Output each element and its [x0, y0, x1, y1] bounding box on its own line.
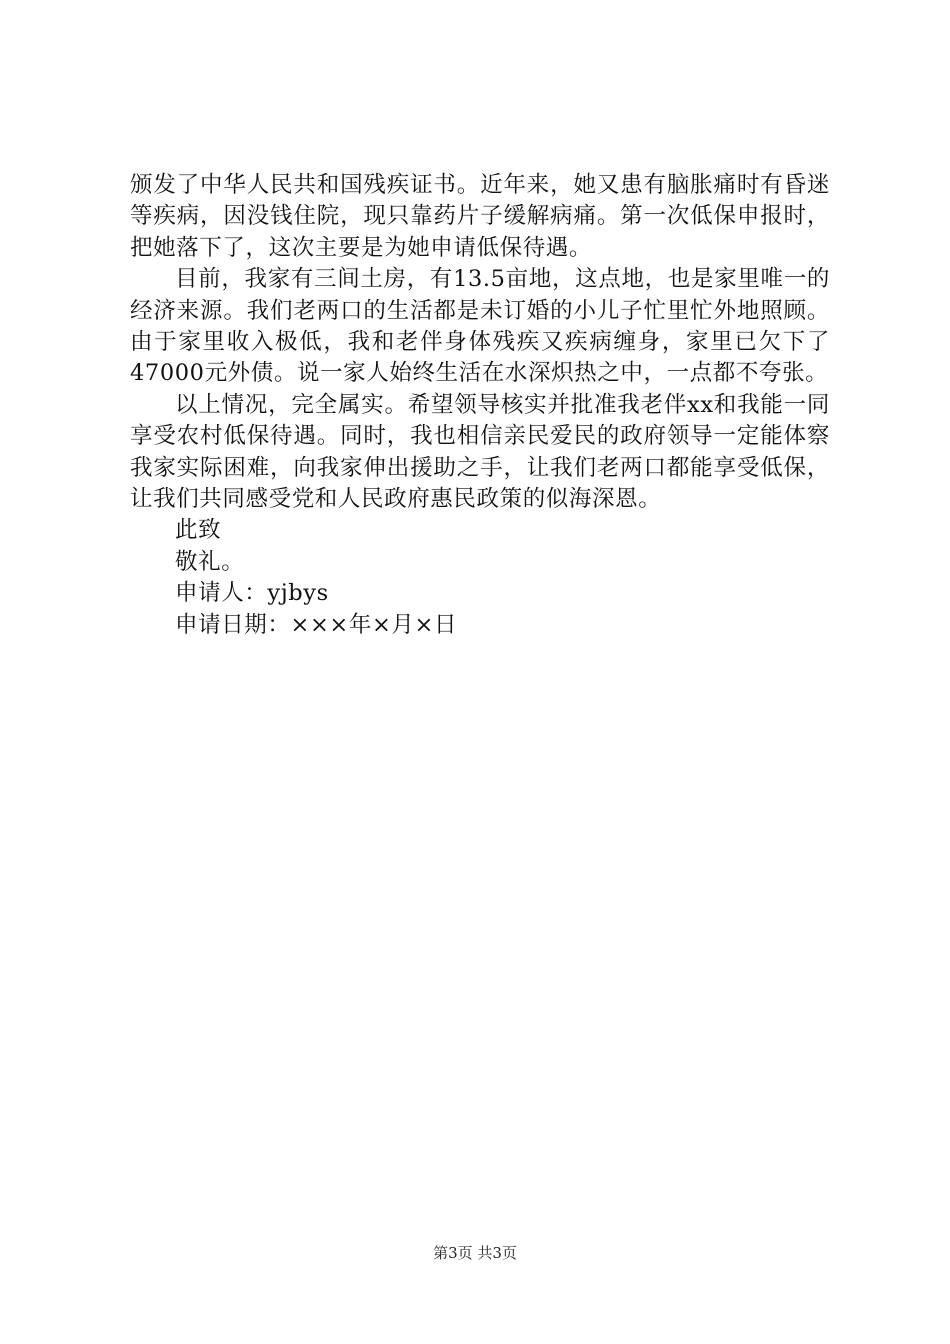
paragraph-continued: 颁发了中华人民共和国残疾证书。近年来，她又患有脑胀痛时有昏迷等疾病，因没钱住院，现只靠药片子缓解病痛。第一次低保申报时，把她落下了，这次主要是为她申请低保待遇。 — [130, 172, 830, 261]
document-body — [130, 170, 830, 641]
applicant-signature: 申请人：yjbys — [175, 580, 329, 607]
page-footer: 第3页 共3页 — [433, 1244, 517, 1262]
paragraph-household-situation: 目前，我家有三间土房，有13.5亩地，这点地，也是家里唯一的经济来源。我们老两口的生活都是未订婚的小儿子忙里忙外地照顾。由于家里收入极低，我和老伴身体残疾又疾病缠身，家里已欠下了47000元外债。说一家人始终生活在水深炽热之中，一点都不夸张。 — [130, 266, 830, 387]
closing-salutation: 此致 — [175, 517, 222, 544]
closing-regards: 敬礼。 — [175, 548, 245, 575]
application-date: 申请日期：×××年×月×日 — [175, 611, 458, 638]
paragraph-request: 以上情况，完全属实。希望领导核实并批准我老伴xx和我能一同享受农村低保待遇。同时，我也相信亲民爱民的政府领导一定能体察我家实际困难，向我家伸出援助之手，让我们老两口都能享受低保，让我们共同感受党和人民政府惠民政策的似海深恩。 — [130, 391, 830, 513]
